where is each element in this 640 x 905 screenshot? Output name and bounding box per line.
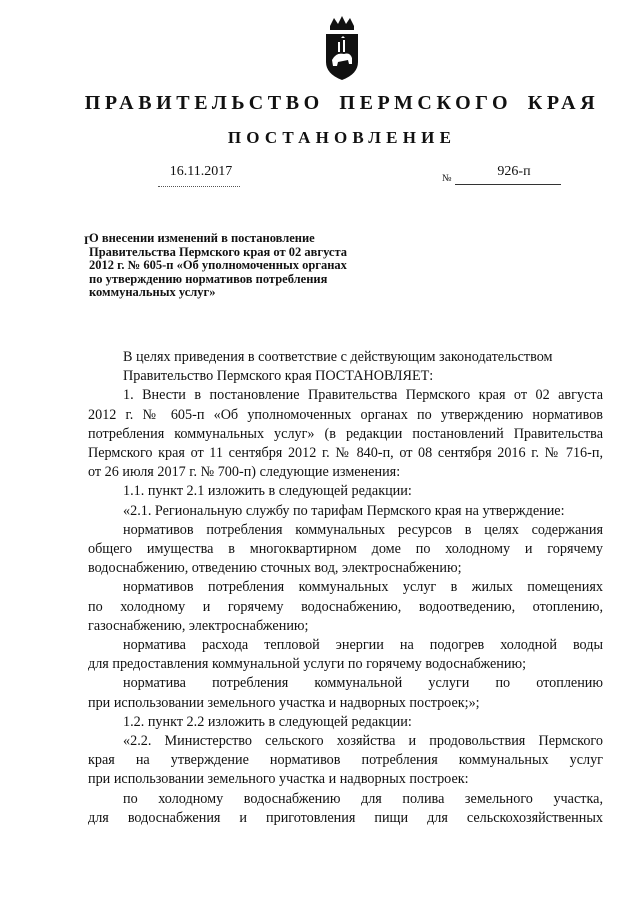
text-line: 2012 г. № 605-п «Об уполномоченных органах по утверждению нормативов [88,406,603,423]
subject-line: 2012 г. № 605-п «Об уполномоченных органах [89,258,347,273]
number-sign: № [442,173,452,184]
text-line: 1. Внести в постановление Правительства Пермского края от 02 августа [123,387,603,404]
list-item [88,636,603,674]
text-line: В целях приведения в соответствие с действующим законодательством [123,349,553,365]
list-item [88,578,603,636]
text-line: 1.2. пункт 2.2 изложить в следующей редакции: [123,713,412,730]
paragraph-2-1 [88,502,603,521]
text-line: «2.1. Региональную службу по тарифам Пермского края на утверждение: [123,502,565,519]
text-line: по холодному и горячему водоснабжению, водоотведению, отоплению, [88,598,603,615]
text-line: водоснабжению, отведению сточных вод, электроснабжению; [88,560,462,577]
text-line: газоснабжению, электроснабжению; [88,617,309,634]
document-number: 926-п [497,164,531,179]
text-line: по холодному водоснабжению для полива земельного участка, [123,790,603,807]
text-line: при использовании земельного участка и надворных построек: [88,771,469,788]
subject-line: Правительства Пермского края от 02 августа [89,244,348,259]
text-line: нормативов потребления коммунальных услуг в жилых помещениях [123,579,603,596]
text-line: «2.2. Министерство сельского хозяйства и продовольствия Пермского [123,733,603,750]
coat-of-arms-icon [322,12,362,82]
subject-line: О внесении изменений в постановление [89,231,315,245]
document-subject [89,232,419,300]
subject-line: коммунальных услуг» [89,285,216,300]
paragraph-1-1 [88,482,603,501]
paragraph-2-2 [88,732,603,790]
paragraph-1-2 [88,713,603,732]
document-date: 16.11.2017 [169,164,233,179]
paragraph-1 [88,386,603,482]
text-line: 1.1. пункт 2.1 изложить в следующей редакции: [123,483,412,500]
list-item [88,790,603,828]
text-line: общего имущества в многоквартирном доме по холодному и горячему [88,541,603,558]
organization-title: ПРАВИТЕЛЬСТВО ПЕРМСКОГО КРАЯ [84,92,600,114]
text-line: норматива расхода тепловой энергии на подогрев холодной воды [123,637,603,654]
subject-corner-mark: Г [84,233,92,247]
text-line: потребления коммунальных услуг» (в редакции постановлений Правительства [88,425,603,442]
list-item [88,674,603,712]
number-underline [455,184,561,185]
subject-line: по утверждению нормативов потребления [89,271,328,286]
text-line: для водоснабжения и приготовления пищи для сельскохозяйственных [88,809,603,826]
preamble-paragraph [88,348,603,386]
text-line: нормативов потребления коммунальных ресурсов в целях содержания [123,521,603,538]
document-body [88,348,603,828]
text-line: края на утверждение нормативов потребления коммунальных услуг [88,752,603,769]
text-line: Пермского края от 11 сентября 2012 г. № 840-п, от 08 сентября 2016 г. № 716-п, [88,445,603,462]
date-underline [158,186,240,187]
text-line: норматива потребления коммунальной услуги по отоплению [123,675,603,692]
text-line: для предоставления коммунальной услуги по горячему водоснабжению; [88,656,527,673]
text-line: от 26 июля 2017 г. № 700-п) следующие изменения: [88,464,401,481]
text-line: при использовании земельного участка и надворных построек;»; [88,694,480,711]
text-line: Правительство Пермского края ПОСТАНОВЛЯЕТ: [123,368,434,385]
list-item [88,521,603,579]
document-type-title: ПОСТАНОВЛЕНИЕ [227,128,457,147]
